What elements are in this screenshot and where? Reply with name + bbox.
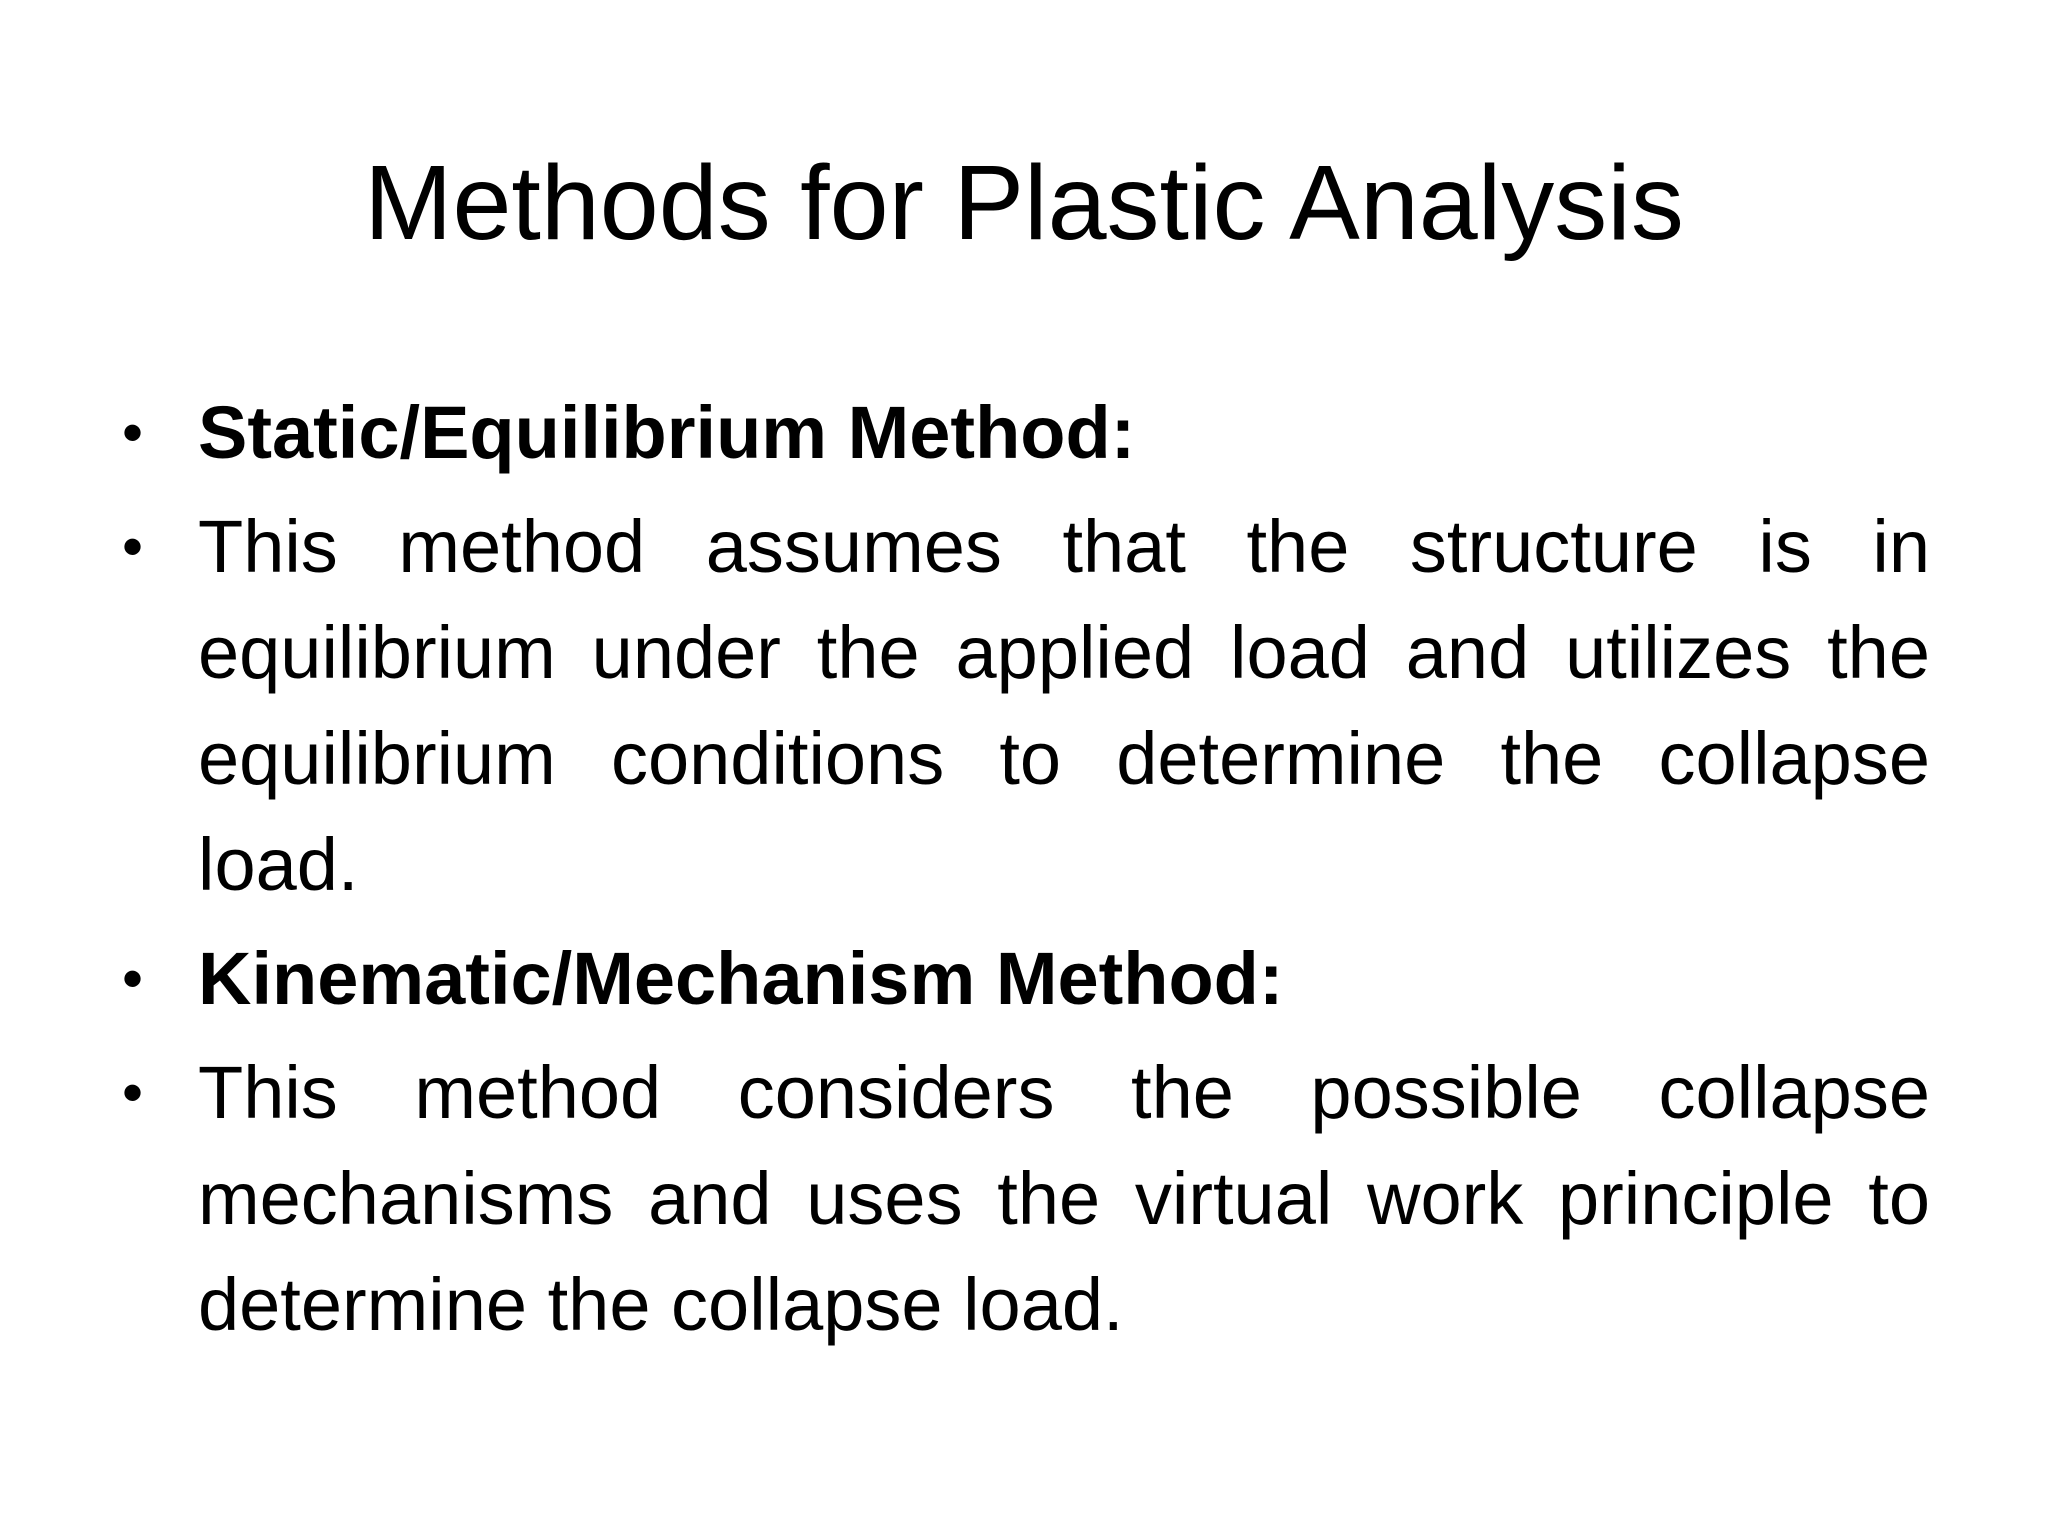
- bullet-list: [120, 380, 1930, 1366]
- bullet-item-static-description: [120, 494, 1930, 918]
- bullet-text: Static/Equilibrium Method:: [198, 391, 1136, 474]
- slide-title: Methods for Plastic Analysis: [364, 144, 1684, 262]
- bullet-icon: •: [122, 513, 144, 580]
- bullet-icon: •: [122, 945, 144, 1012]
- bullet-icon: •: [122, 1059, 144, 1126]
- bullet-text: Kinematic/Mechanism Method:: [198, 937, 1284, 1020]
- bullet-text: This method considers the possible collapse mechanisms and uses the virtual work principle to determine the collapse load.: [198, 1051, 1930, 1346]
- bullet-text: This method assumes that the structure is in equilibrium under the applied load and utilizes the equilibrium conditions to determine the collapse load.: [198, 505, 1930, 906]
- bullet-item-kinematic-description: [120, 1040, 1930, 1358]
- bullet-item-kinematic-heading: [120, 926, 1930, 1032]
- bullet-icon: •: [122, 399, 144, 466]
- bullet-item-static-heading: [120, 380, 1930, 486]
